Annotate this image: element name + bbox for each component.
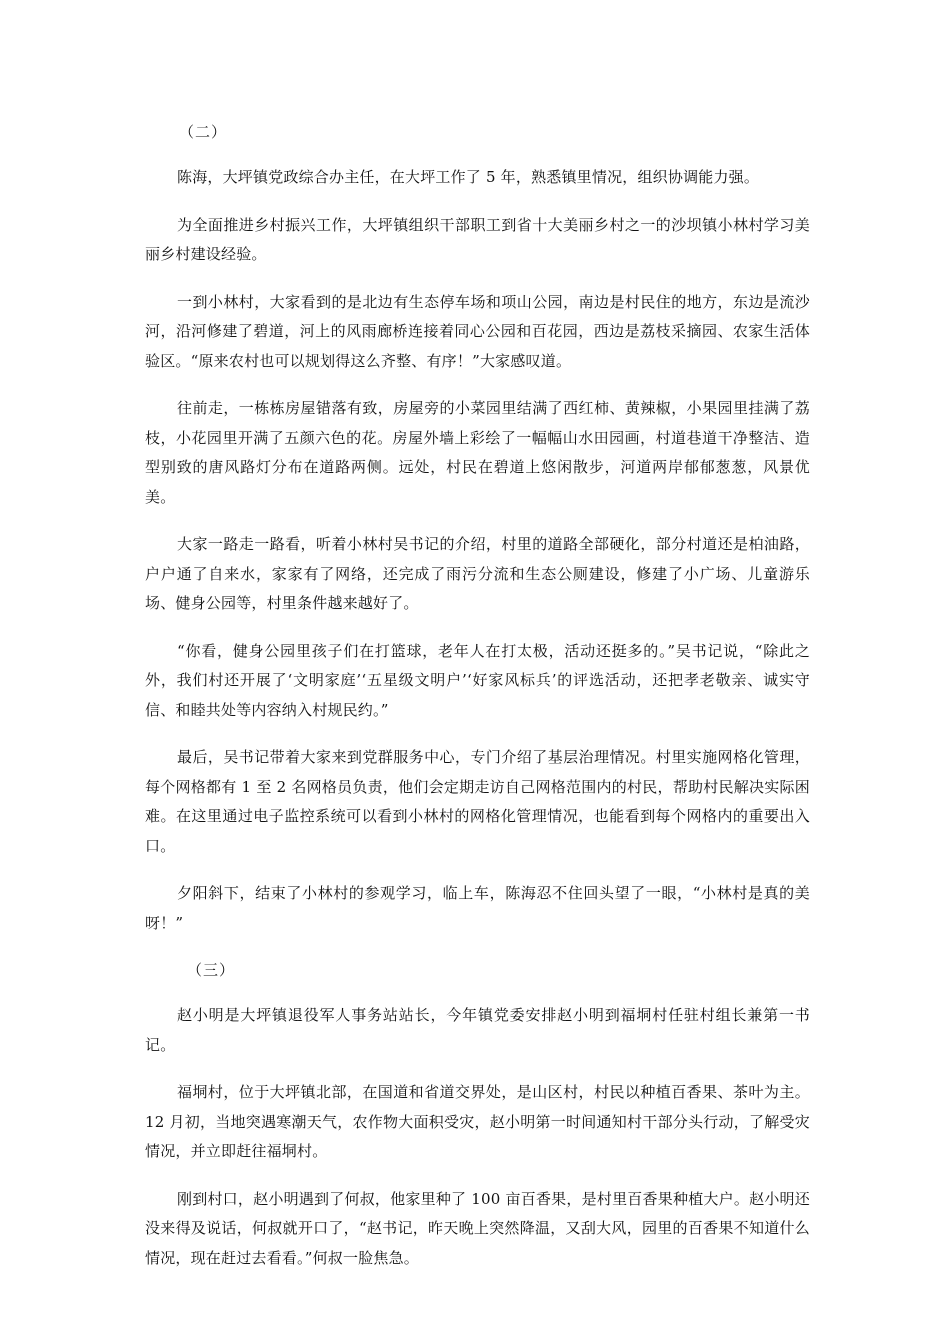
paragraph: 最后，吴书记带着大家来到党群服务中心，专门介绍了基层治理情况。村里实施网格化管理，每个网格都有 1 至 2 名网格员负责，他们会定期走访自己网格范围内的村民，帮助村民解决实际困难。在这里通过电子监控系统可以看到小林村的网格化管理情况，也能看到每个网格内的重要出入口。 bbox=[145, 748, 810, 855]
paragraph: 刚到村口，赵小明遇到了何叔，他家里种了 100 亩百香果，是村里百香果种植大户。赵小明还没来得及说话，何叔就开口了，“赵书记，昨天晚上突然降温，又刮大风，园里的百香果不知道什么情况，现在赶过去看看。”何叔一脸焦急。 bbox=[145, 1189, 810, 1267]
paragraph: 往前走，一栋栋房屋错落有致，房屋旁的小菜园里结满了西红柿、黄辣椒，小果园里挂满了荔枝，小花园里开满了五颜六色的花。房屋外墙上彩绘了一幅幅山水田园画，村道巷道干净整洁、造型别致的唐风路灯分布在道路两侧。远处，村民在碧道上悠闲散步，河道两岸郁郁葱葱，风景优美。 bbox=[145, 399, 810, 506]
paragraph: 陈海，大坪镇党政综合办主任，在大坪工作了 5 年，熟悉镇里情况，组织协调能力强。 bbox=[177, 168, 760, 186]
paragraph: 大家一路走一路看，听着小林村吴书记的介绍，村里的道路全部硬化，部分村道还是柏油路，户户通了自来水，家家有了网络，还完成了雨污分流和生态公厕建设，修建了小广场、儿童游乐场、健身公园等，村里条件越来越好了。 bbox=[145, 535, 810, 612]
paragraph: “你看，健身公园里孩子们在打篮球，老年人在打太极，活动还挺多的。”吴书记说，“除此之外，我们村还开展了‘文明家庭’‘五星级文明户’‘好家风标兵’的评选活动，还把孝老敬亲、诚实守信、和睦共处等内容纳入村规民约。” bbox=[145, 641, 810, 719]
paragraph: 福垌村，位于大坪镇北部，在国道和省道交界处，是山区村，村民以种植百香果、茶叶为主。12 月初，当地突遇寒潮天气，农作物大面积受灾，赵小明第一时间通知村干部分头行动，了解受灾情况，并立即赶往福垌村。 bbox=[145, 1083, 810, 1160]
section-heading-3: （三） bbox=[187, 961, 236, 979]
paragraph: 夕阳斜下，结束了小林村的参观学习，临上车，陈海忍不住回头望了一眼，“小林村是真的美呀！” bbox=[145, 884, 810, 932]
paragraph: 一到小林村，大家看到的是北边有生态停车场和项山公园，南边是村民住的地方，东边是流沙河，沿河修建了碧道，河上的风雨廊桥连接着同心公园和百花园，西边是荔枝采摘园、农家生活体验区。“原来农村也可以规划得这么齐整、有序！”大家感叹道。 bbox=[145, 292, 810, 370]
document-body bbox=[145, 118, 810, 1291]
paragraph: 为全面推进乡村振兴工作，大坪镇组织干部职工到省十大美丽乡村之一的沙坝镇小林村学习美丽乡村建设经验。 bbox=[145, 215, 810, 263]
paragraph: 赵小明是大坪镇退役军人事务站站长，今年镇党委安排赵小明到福垌村任驻村组长兼第一书记。 bbox=[145, 1006, 810, 1054]
section-heading-2: （二） bbox=[179, 123, 228, 141]
